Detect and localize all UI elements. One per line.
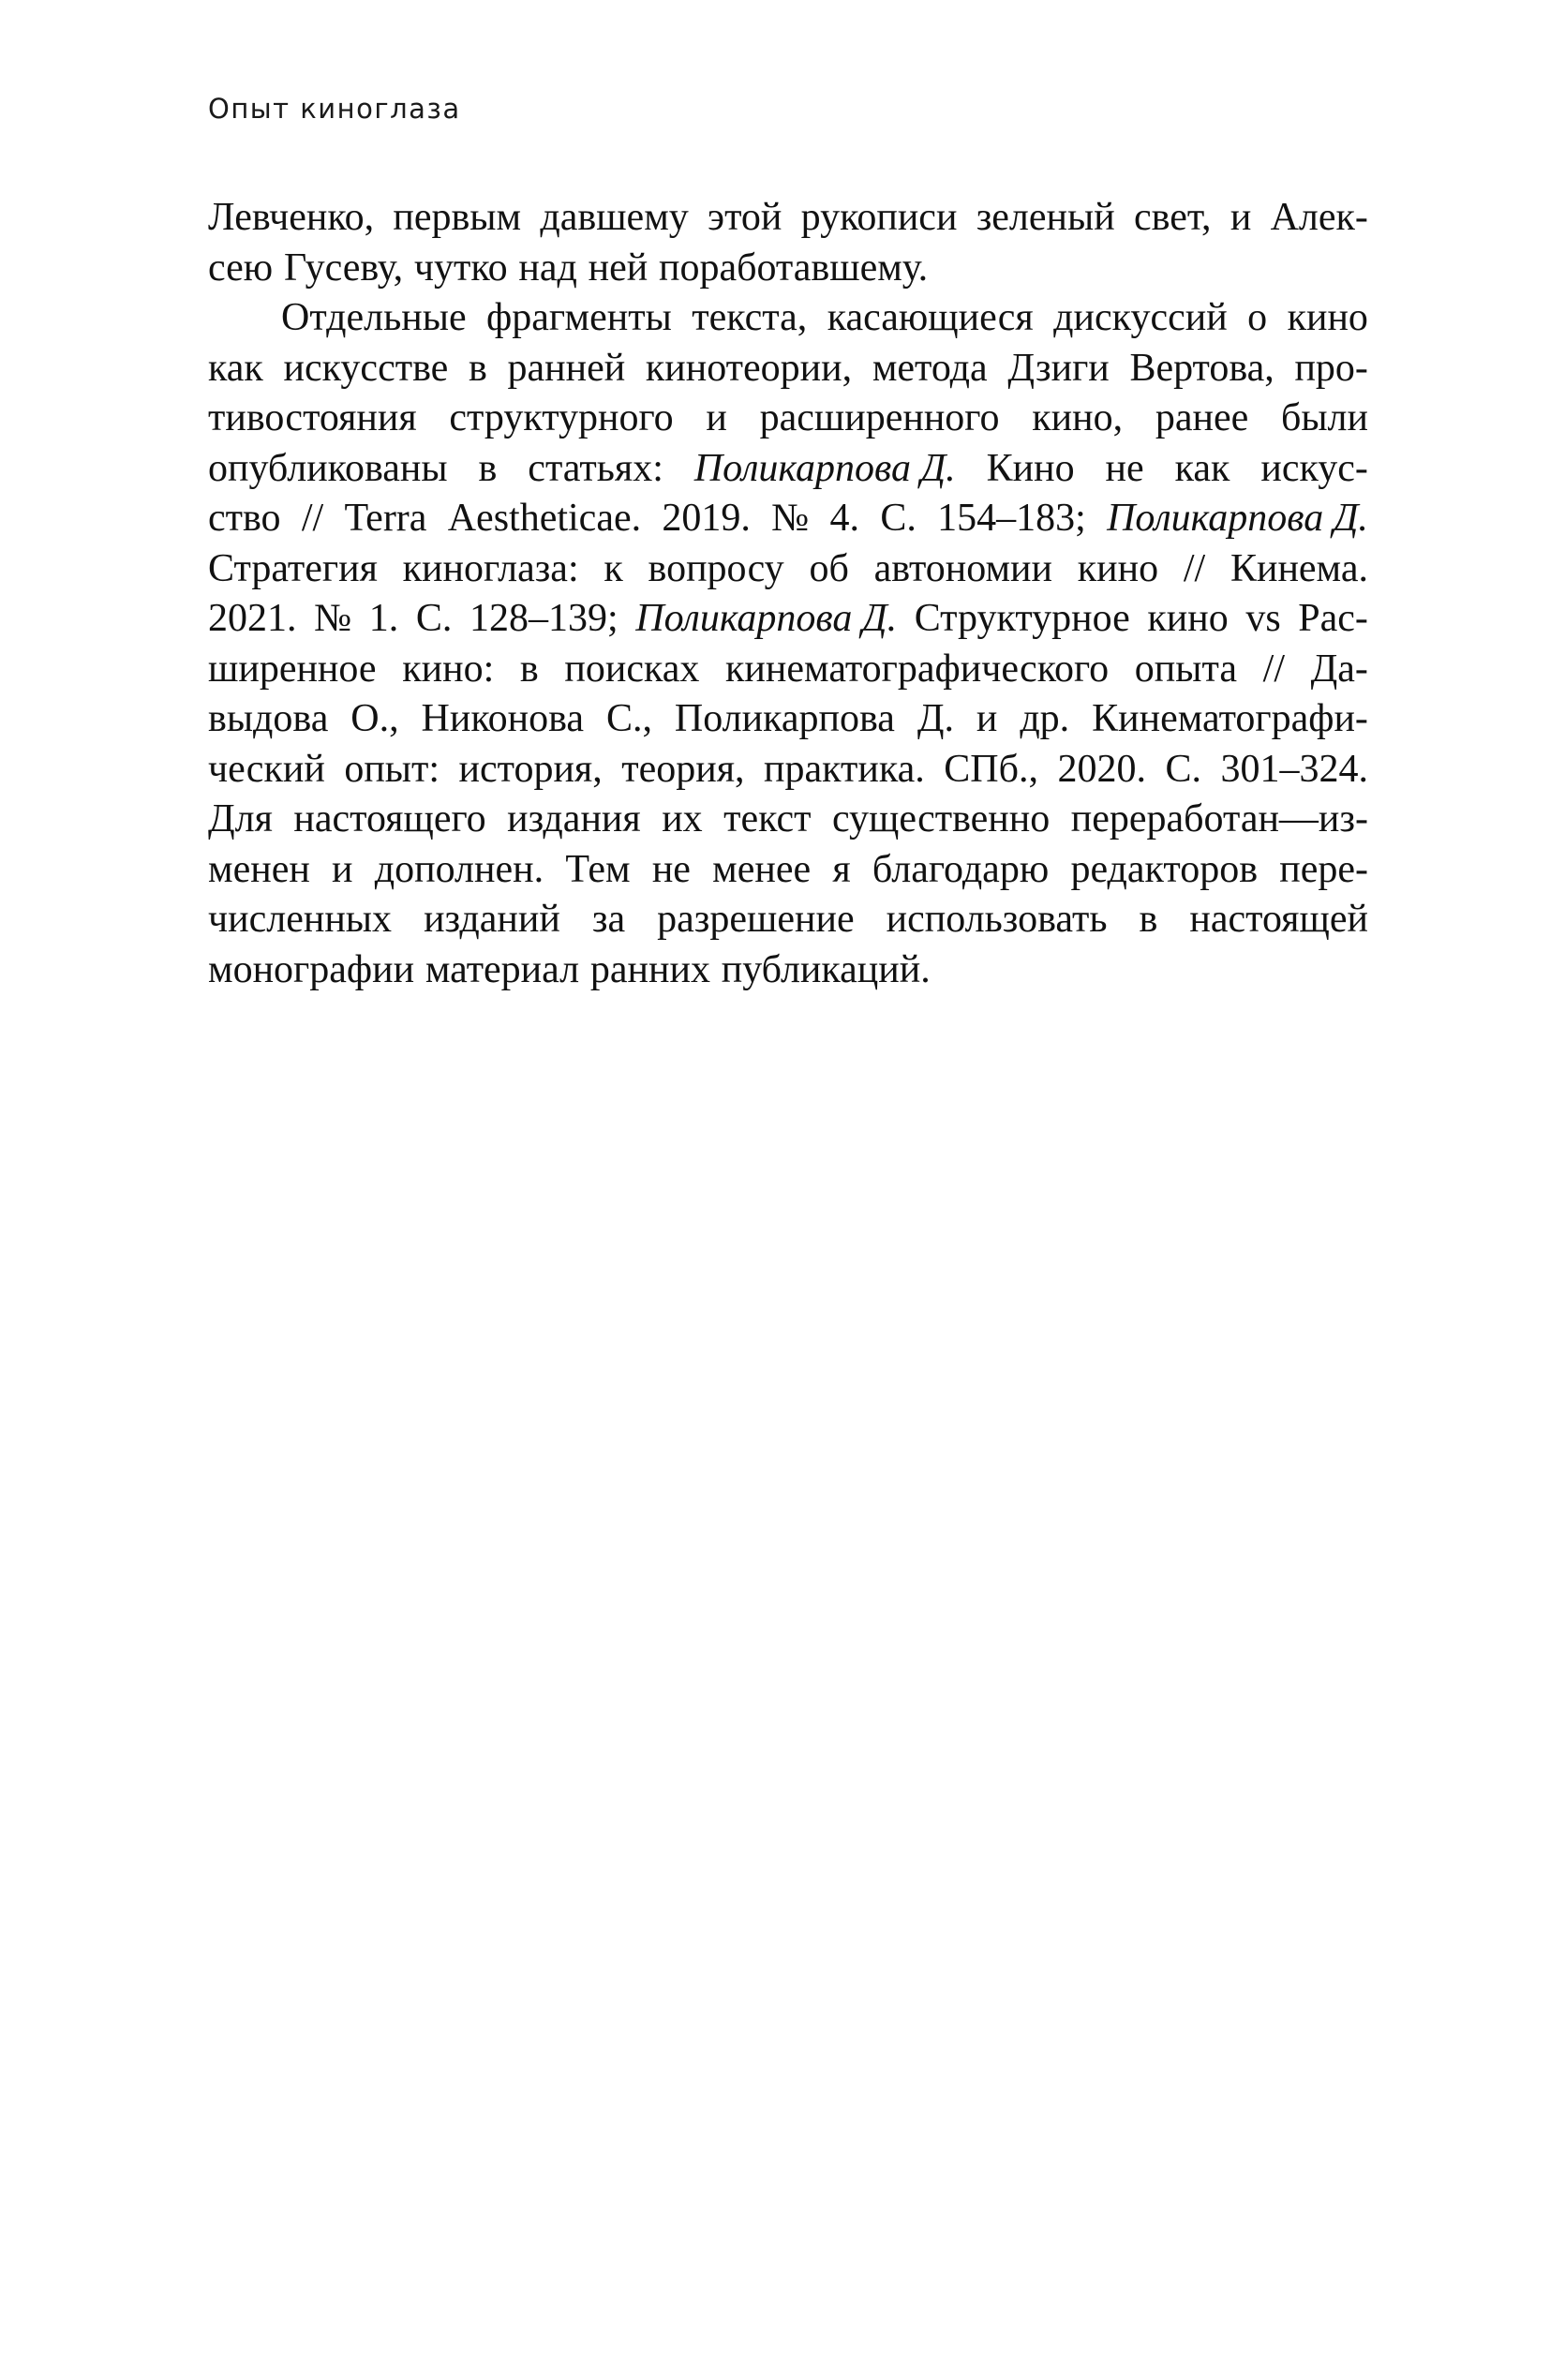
text-line	[208, 745, 1368, 796]
word: Алек-	[1270, 196, 1368, 239]
text-line	[208, 845, 1368, 896]
word: монографии	[208, 947, 415, 991]
author-citation: Поликарпова Д.	[635, 597, 898, 640]
author-citation: Поликарпова Д.	[1107, 497, 1368, 540]
word: их	[662, 797, 703, 840]
word: выдова	[208, 697, 329, 740]
word: текста,	[692, 296, 808, 339]
word: кинематографического	[725, 647, 1110, 691]
word: киноглаза:	[402, 546, 579, 590]
word: //	[301, 497, 324, 540]
word: структурного	[449, 396, 674, 439]
word: Кинема.	[1230, 546, 1368, 590]
word: дискуссий	[1053, 296, 1228, 339]
word: первым	[393, 196, 522, 239]
word: про-	[1294, 346, 1368, 390]
text-line	[208, 694, 1368, 745]
word: публикаций.	[721, 947, 931, 991]
word: дополнен.	[374, 847, 544, 891]
word: опыта	[1134, 647, 1238, 691]
word: ранней	[507, 346, 626, 390]
word: переработан—из-	[1070, 797, 1368, 840]
word: Дзиги	[1007, 346, 1110, 390]
word: автономии	[873, 546, 1052, 590]
word: вопросу	[648, 546, 784, 590]
word: давшему	[540, 196, 689, 239]
word: С.	[415, 597, 453, 640]
word: №	[771, 497, 810, 540]
word: Рас-	[1298, 597, 1368, 640]
word: 154–183;	[937, 497, 1086, 540]
word: кино	[1147, 597, 1229, 640]
word: 128–139;	[469, 597, 619, 640]
word: фрагменты	[486, 296, 672, 339]
word: Гусеву,	[283, 245, 404, 290]
word: статьях:	[528, 446, 663, 490]
word: Terra	[344, 497, 427, 540]
text-line	[208, 494, 1368, 544]
word: рукописи	[800, 196, 958, 239]
word: метода	[872, 346, 988, 390]
word: ческий	[208, 747, 325, 791]
word: менее	[712, 847, 812, 891]
word: 301–324.	[1220, 747, 1368, 791]
word: №	[314, 597, 352, 640]
word: 2019.	[662, 497, 751, 540]
word: и	[976, 697, 998, 740]
word: Никонова	[421, 697, 585, 740]
word: опыт:	[344, 747, 440, 791]
word: расширенного	[759, 396, 1000, 439]
word: ранее	[1155, 396, 1249, 439]
word: я	[832, 847, 851, 891]
word: и	[706, 396, 727, 439]
word: 4.	[829, 497, 860, 540]
word: 2020.	[1057, 747, 1146, 791]
word: теория,	[621, 747, 745, 791]
word: Кино	[986, 446, 1075, 490]
word: С.	[1165, 747, 1201, 791]
word: как	[1174, 446, 1230, 490]
word: поработавшему.	[658, 245, 929, 290]
word: практика.	[764, 747, 925, 791]
word: пере-	[1279, 847, 1368, 891]
word: об	[809, 546, 849, 590]
text-line	[208, 544, 1368, 595]
word: чутко	[413, 245, 508, 290]
word: настоящего	[293, 797, 486, 840]
word: не	[1105, 446, 1144, 490]
body-text	[208, 193, 1368, 995]
word: над	[518, 245, 577, 290]
word: Для	[208, 797, 273, 840]
text-line	[208, 594, 1368, 645]
word: настоящей	[1189, 898, 1368, 941]
word: ранних	[589, 947, 710, 991]
word: др.	[1020, 697, 1070, 740]
word: тивостояния	[208, 396, 417, 439]
word: разрешение	[657, 898, 855, 941]
word: ширенное	[208, 647, 377, 691]
word: о	[1247, 296, 1268, 339]
word: искус-	[1260, 446, 1368, 490]
word: не	[651, 847, 691, 891]
word: этой	[708, 196, 782, 239]
word: издания	[507, 797, 641, 840]
word: кино	[1287, 296, 1368, 339]
text-line	[208, 394, 1368, 444]
word: 2021.	[208, 597, 297, 640]
word: Да-	[1310, 647, 1368, 691]
text-line	[208, 344, 1368, 394]
word: ство	[208, 497, 281, 540]
word: 1.	[368, 597, 399, 640]
word: vs	[1245, 597, 1281, 640]
word: свет,	[1133, 196, 1212, 239]
word: как	[208, 346, 263, 390]
word: сею	[208, 245, 274, 290]
word: ней	[588, 245, 648, 290]
text-line	[208, 244, 1368, 294]
text-line	[208, 945, 1368, 996]
word: к	[604, 546, 623, 590]
word: в	[468, 346, 487, 390]
word: Стратегия	[208, 546, 378, 590]
text-line	[208, 795, 1368, 845]
word: поисках	[564, 647, 700, 691]
word: в	[519, 647, 539, 691]
word: //	[1183, 546, 1206, 590]
word: //	[1262, 647, 1285, 691]
word: кино:	[402, 647, 495, 691]
word: С.,	[605, 697, 652, 740]
word: Aestheticae.	[447, 497, 642, 540]
word: Тем	[565, 847, 631, 891]
word: кинотеории,	[645, 346, 853, 390]
text-line	[208, 645, 1368, 695]
word: в	[478, 446, 498, 490]
word: Кинематографи-	[1092, 697, 1368, 740]
word: материал	[425, 947, 580, 991]
word: Вертова,	[1129, 346, 1274, 390]
word: использовать	[886, 898, 1108, 941]
word: история,	[458, 747, 603, 791]
word: существенно	[831, 797, 1051, 840]
word: О.,	[350, 697, 399, 740]
word: Д.	[917, 697, 954, 740]
word: Структурное	[914, 597, 1130, 640]
word: и	[332, 847, 353, 891]
text-line	[208, 193, 1368, 244]
word: менен	[208, 847, 310, 891]
word: в	[1139, 898, 1158, 941]
word: кино	[1077, 546, 1159, 590]
word: и	[1230, 196, 1252, 239]
word: изданий	[424, 898, 560, 941]
word: СПб.,	[944, 747, 1038, 791]
running-head: Опыт киноглаза	[208, 93, 461, 125]
word: редакторов	[1070, 847, 1259, 891]
word: были	[1280, 396, 1368, 439]
author-citation: Поликарпова Д.	[693, 446, 956, 490]
word: зеленый	[976, 196, 1115, 239]
word: Поликарпова	[674, 697, 895, 740]
word: искусстве	[283, 346, 449, 390]
word: опубликованы	[208, 446, 448, 490]
word: благодарю	[872, 847, 1050, 891]
word: Отдельные	[281, 296, 467, 339]
word: Левченко,	[208, 196, 375, 239]
word: численных	[208, 898, 393, 941]
word: касающиеся	[827, 296, 1034, 339]
word: С.	[880, 497, 917, 540]
word: текст	[723, 797, 812, 840]
word: за	[591, 898, 626, 941]
text-line-indent	[208, 293, 1368, 344]
word: кино,	[1032, 396, 1124, 439]
text-line	[208, 444, 1368, 495]
text-line	[208, 895, 1368, 945]
